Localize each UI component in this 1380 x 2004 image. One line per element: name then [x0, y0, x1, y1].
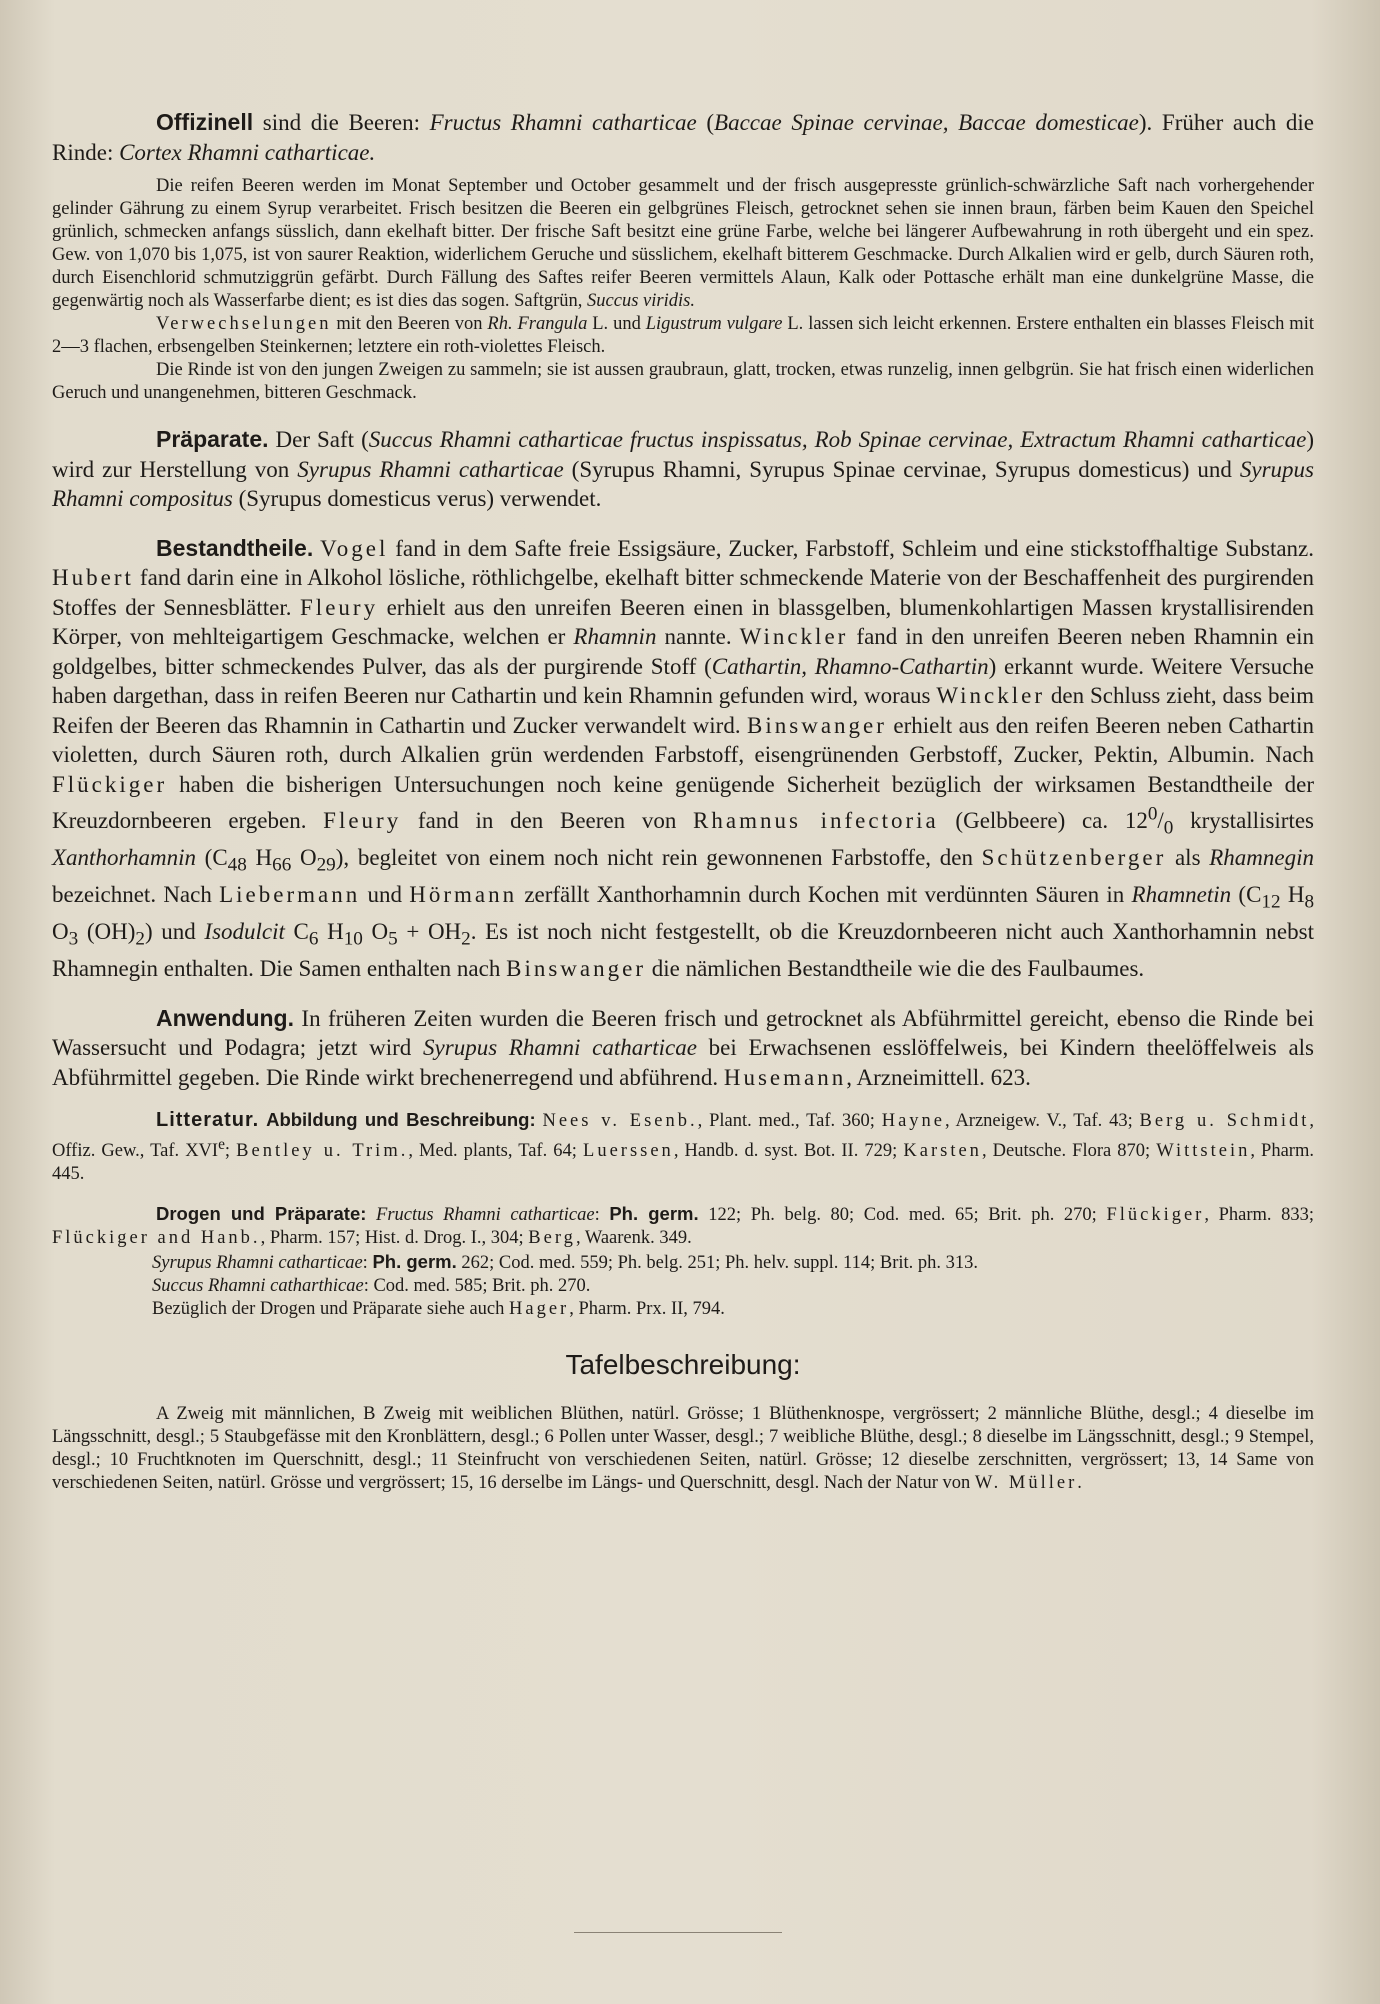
text-run: Winckler	[739, 624, 849, 649]
text-run: Fleury	[323, 807, 402, 833]
text-run: Vogel	[320, 535, 389, 561]
text-run: Drogen und Präparate:	[156, 1203, 367, 1225]
text-run: Rhamnin	[573, 624, 657, 649]
text-run: Cortex Rhamni catharticae.	[119, 139, 376, 165]
text-run: Fructus Rhamni catharticae	[429, 110, 697, 135]
text-run: ). Früher auch die Rinde:	[52, 110, 1314, 165]
text-run: Syrupus Rhamni catharticae	[297, 456, 564, 482]
text-run: , Pharm. 833;	[1204, 1205, 1314, 1226]
text-run: 12	[1261, 891, 1281, 913]
text-run: Xanthorhamnin	[52, 844, 196, 870]
text-run: Verwechselungen	[156, 314, 332, 334]
text-run: : Cod. med. 585; Brit. ph. 270.	[363, 1276, 591, 1297]
text-run: 48	[227, 854, 247, 876]
text-run: 0	[1163, 817, 1174, 839]
text-run: A Zweig mit männlichen, B Zweig mit weiblichen Blüthen, natürl. Grösse; 1 Blüthenknospe, vergrössert; 2 männliche Blüthe, desgl.; 4 dieselbe im Längsschnitt, desgl.; 5 Staubgefässe mit den Kronblättern, desgl.; 6 Pollen unter Wasser, desgl.; 7 weibliche Blüthe, desgl.; 8 dieselbe im Längsschnitt, desgl.; 9 Stempel, desgl.; 10 Fruchtknoten im Querschnitt, desgl.; 11 Steinfrucht von verschiedenen Seiten, natürl. Grösse; 12 dieselbe zerschnitten, vergrössert; 13, 14 Same von verschiedenen Seiten, natürl. Grösse und vergrössert; 15, 16 derselbe im Längs- und Querschnitt, desgl. Nach der Natur von	[52, 1404, 1314, 1494]
text-run: (	[696, 110, 715, 135]
text-run: 2	[461, 928, 471, 950]
drogen-line-4	[52, 1298, 1314, 1321]
text-run: nannte.	[656, 624, 740, 649]
text-run: W. Müller	[974, 1473, 1078, 1494]
text-run: Hörmann	[409, 881, 518, 907]
text-run: (Syrupus Rhamni, Syrupus Spinae cervinae, Syrupus domesticus) und	[563, 456, 1240, 482]
bestandtheile-text	[52, 536, 1314, 982]
text-run: Ligustrum vulgare	[645, 314, 783, 334]
text-run: , Pharm. 157; Hist. d. Drog. I., 304;	[260, 1228, 529, 1249]
text-run: Succus Rhamni catharthicae	[152, 1276, 364, 1297]
text-run: 3	[68, 928, 79, 950]
text-run: bezeichnet. Nach	[52, 881, 220, 907]
text-run: , Deutsche. Flora 870;	[981, 1141, 1157, 1162]
tafel-title: Tafelbeschreibung:	[565, 1349, 801, 1381]
text-run: 66	[272, 854, 292, 876]
text-run: O	[362, 918, 389, 944]
confusion-note	[52, 313, 1314, 359]
text-run: Schützenberger	[981, 844, 1167, 870]
text-run: Rhamnegin	[1209, 844, 1314, 870]
text-run: (OH)	[78, 918, 136, 944]
bestandtheile-paragraph	[52, 534, 1314, 984]
text-run: und	[360, 881, 410, 907]
text-run: (C	[1231, 881, 1262, 907]
text-run: Die Rinde ist von den jungen Zweigen zu sammeln; sie ist aussen graubraun, glatt, trocken, etwas runzelig, innen gelbgrün. Sie hat frisch einen widerlichen Geruch und unangenehmen, bitteren Geschmack.	[52, 360, 1314, 403]
text-run: Rhamnus infectoria	[693, 807, 939, 833]
text-run: /	[1157, 807, 1164, 833]
text-run: Rhamnetin	[1131, 881, 1232, 907]
footer-divider	[574, 1932, 782, 1933]
text-run: Fleury	[300, 594, 379, 620]
anwendung-paragraph	[52, 1004, 1314, 1093]
text-run: Die reifen Beeren werden im Monat September und October gesammelt und der frisch ausgepresste grünlich-schwärzliche Saft nach vorhergehender gelinder Gährung zu einem Syrup verarbeitet. Frisch besitzen die Beeren ein gelbgrünes Fleisch, getrocknet sehen sie innen braun, färben beim Kauen den Speichel grünlich, schmecken anfangs süsslich, dann ekelhaft bitter. Der frische Saft besitzt eine grüne Farbe, welche bei längerer Aufbewahrung in roth übergeht und ein spez. Gew. von 1,070 bis 1,075, ist von saurer Reaktion, widerlichem Geruche und süsslichem, ekelhaft bitterem Geschmacke. Durch Alkalien wird er gelb, durch Säuren roth, durch Eisenchlorid schmutziggrün gefärbt. Durch Fällung des Saftes reifer Beeren vermittels Alaun, Kalk oder Pottasche erhält man eine dunkelgrüne Masse, die gegenwärtig noch als Wasserfarbe dient; es ist dies das sogen. Saftgrün,	[52, 176, 1314, 311]
praeparate-heading: Präparate.	[156, 426, 269, 452]
drogen-line-3	[52, 1275, 1314, 1298]
text-run: O	[52, 918, 69, 944]
text-run: Berg	[528, 1228, 576, 1249]
text-run: Rh. Frangula	[487, 314, 588, 334]
text-run: bei Erwachsenen esslöffelweis, bei Kindern theelöffelweis als Abführmittel gegeben. Die Rinde wirkt brechenerregend und abführend.	[52, 1035, 1315, 1090]
text-run: Succus viridis.	[587, 291, 695, 311]
text-run: Der Saft (	[268, 427, 369, 452]
text-run: Nees v. Esenb.	[542, 1111, 698, 1132]
text-run: Berg u. Schmidt	[1139, 1111, 1310, 1132]
text-run: Ph. germ.	[609, 1203, 699, 1225]
litteratur-paragraph	[52, 1108, 1314, 1186]
text-run: Hayne	[881, 1111, 946, 1132]
text-run: L. und	[587, 314, 646, 334]
text-run: Liebermann	[219, 881, 361, 907]
text-run: 0	[1147, 803, 1158, 824]
text-run: C	[284, 918, 309, 944]
text-run: Winckler	[936, 683, 1045, 708]
text-run: 262; Cod. med. 559; Ph. belg. 251; Ph. helv. suppl. 114; Brit. ph. 313.	[456, 1253, 979, 1274]
text-run: Luerssen	[583, 1141, 674, 1162]
praeparate-paragraph	[52, 425, 1314, 514]
text-run: fand in den Beeren von	[401, 807, 694, 833]
text-run: , Offiz. Gew., Taf. XVI	[52, 1111, 1314, 1162]
text-run: Flückiger	[1106, 1205, 1205, 1226]
text-run: zerfällt Xanthorhamnin durch Kochen mit verdünnten Säuren in	[517, 881, 1132, 907]
text-run: Hubert	[52, 565, 134, 590]
anwendung-heading: Anwendung.	[156, 1004, 294, 1031]
text-run: sind die Beeren:	[262, 110, 430, 135]
bark-description	[52, 359, 1314, 405]
drogen-line-2	[52, 1250, 1314, 1275]
text-run: Binswanger	[747, 712, 887, 738]
text-run: :	[594, 1205, 610, 1226]
text-run: , Waarenk. 349.	[575, 1228, 692, 1249]
text-run: krystallisirtes	[1173, 807, 1315, 833]
text-run: Isodulcit	[204, 918, 285, 944]
text-run: Syrupus Rhamni catharticae	[152, 1253, 363, 1274]
text-run: ) erkannt wurde. Weitere Versuche haben dargethan, dass in reifen Beeren nur Cathartin und kein Rhamnin gefunden wird, woraus	[52, 653, 1315, 708]
text-run: (Gelbbeere) ca. 12	[938, 807, 1148, 833]
text-run: als	[1166, 844, 1210, 870]
text-run: ) und	[144, 918, 205, 944]
drogen-line-1	[52, 1202, 1314, 1250]
text-run	[366, 1205, 376, 1225]
text-run: Flückiger and Hanb.	[52, 1228, 261, 1249]
text-run: Husemann	[723, 1064, 847, 1090]
officinal-heading: Offizinell	[156, 109, 254, 135]
text-run: haben die bisherigen Untersuchungen noch keine genügende Sicherheit bezüglich der wirksamen Bestandtheile der Kreuzdornbeeren ergeben.	[52, 771, 1314, 833]
officinal-paragraph	[52, 108, 1314, 167]
text-run: 10	[343, 928, 363, 950]
text-run: Baccae Spinae cervinae, Baccae domesticae	[714, 110, 1139, 135]
text-run: 2	[135, 928, 145, 950]
text-run: Flückiger	[52, 771, 168, 797]
litteratur-heading: Litteratur.	[156, 1109, 260, 1132]
text-run: :	[362, 1253, 373, 1274]
text-run: 122; Ph. belg. 80; Cod. med. 65; Brit. ph. 270;	[698, 1205, 1107, 1226]
text-run: Ph. germ.	[372, 1251, 457, 1273]
text-run: + OH	[397, 918, 462, 944]
text-run: .	[1077, 1473, 1082, 1494]
text-run: Succus Rhamni catharticae fructus inspissatus, Rob Spinae cervinae, Extractum Rhamni catharticae	[368, 427, 1307, 452]
text-run: Cathartin, Rhamno-Cathartin	[711, 653, 989, 679]
page-content	[52, 108, 1314, 1495]
text-run: Binswanger	[506, 956, 646, 982]
text-run: , Arzneimittell. 623.	[846, 1064, 1031, 1090]
text-run: Syrupus Rhamni catharticae	[423, 1035, 697, 1061]
text-run: O	[291, 844, 317, 870]
text-run: 29	[316, 854, 336, 876]
text-run: erhielt aus den unreifen Beeren einen in blassgelben, blumenkohlartigen Massen krystallisirenden Körper, von mehlteigartigem Geschmacke, welchen er	[52, 594, 1315, 649]
text-run: fand in den unreifen Beeren neben Rhamnin ein goldgelbes, bitter schmeckendes Pulver, das als der purgirende Stoff (	[52, 624, 1314, 679]
text-run: . Es ist noch nicht festgestellt, ob die Kreuzdornbeeren nicht auch Xanthorhamnin nebst Rhamnegin enthalten. Die Samen enthalten nach	[52, 918, 1314, 982]
text-run: 6	[308, 928, 319, 950]
bestandtheile-heading: Bestandtheile.	[156, 534, 314, 561]
text-run: L. lassen sich leicht erkennen. Erstere enthalten ein blasses Fleisch mit 2—3 flachen, erbsengelben Steinkernen; letztere ein roth-violettes Fleisch.	[52, 314, 1314, 357]
text-run: (Syrupus domesticus verus) verwendet.	[232, 486, 602, 511]
text-run: Syrupus Rhamni compositus	[52, 456, 1314, 511]
text-run: 5	[388, 928, 398, 950]
text-run: Hager	[509, 1299, 570, 1320]
text-run: , Arzneigew. V., Taf. 43;	[945, 1111, 1140, 1132]
text-run: , Pharm. 445.	[52, 1141, 1314, 1185]
text-run: ), begleitet von einem noch nicht rein gewonnenen Farbstoffe, den	[335, 844, 982, 870]
text-run: fand darin eine in Alkohol lösliche, röthlichgelbe, ekelhaft bitter schmeckende Materie von der Beschaffenheit des purgirenden Stoffes der Sennesblätter.	[52, 565, 1314, 620]
text-run: die nämlichen Bestandtheile wie die des Faulbaumes.	[645, 956, 1145, 982]
text-run: , Med. plants, Taf. 64;	[408, 1141, 584, 1162]
text-run: Fructus Rhamni catharticae	[376, 1205, 595, 1226]
text-run: In früheren Zeiten wurden die Beeren frisch und getrocknet als Abführmittel gereicht, ebenso die Rinde bei Wassersucht und Podagra; jetzt wird	[52, 1005, 1314, 1061]
text-run: , Pharm. Prx. II, 794.	[569, 1299, 725, 1320]
text-run: (C	[195, 844, 228, 870]
text-run: mit den Beeren von	[331, 314, 488, 334]
text-run: Bentley u. Trim.	[236, 1141, 409, 1162]
text-run: Bezüglich der Drogen und Präparate siehe auch	[152, 1299, 510, 1320]
text-run: Abbildung und Beschreibung:	[266, 1109, 536, 1131]
text-run: ;	[224, 1141, 237, 1162]
text-run: Wittstein	[1156, 1141, 1251, 1162]
text-run: H	[318, 918, 344, 944]
text-run: 8	[1304, 891, 1315, 913]
text-run: den Schluss zieht, dass beim Reifen der Beeren das Rhamnin in Cathartin und Zucker verwandelt wird.	[52, 683, 1315, 738]
text-run: e	[218, 1136, 225, 1154]
berries-description	[52, 175, 1314, 313]
text-run: , Plant. med., Taf. 360;	[697, 1111, 882, 1132]
text-run: , Handb. d. syst. Bot. II. 729;	[673, 1141, 904, 1162]
text-run: Karsten	[903, 1141, 982, 1162]
text-run: H	[246, 844, 273, 870]
text-run: fand in dem Safte freie Essigsäure, Zucker, Farbstoff, Schleim und eine stickstoffhaltige Substanz.	[388, 535, 1314, 561]
tafel-description	[52, 1403, 1314, 1495]
text-run: ) wird zur Herstellung von	[52, 427, 1315, 482]
text-run: erhielt aus den reifen Beeren neben Cathartin violetten, durch Säuren roth, durch Alkalien grün werdenden Farbstoff, eisengrünenden Gerbstoff, Zucker, Pektin, Albumin. Nach	[52, 712, 1314, 767]
text-run: H	[1280, 881, 1305, 907]
